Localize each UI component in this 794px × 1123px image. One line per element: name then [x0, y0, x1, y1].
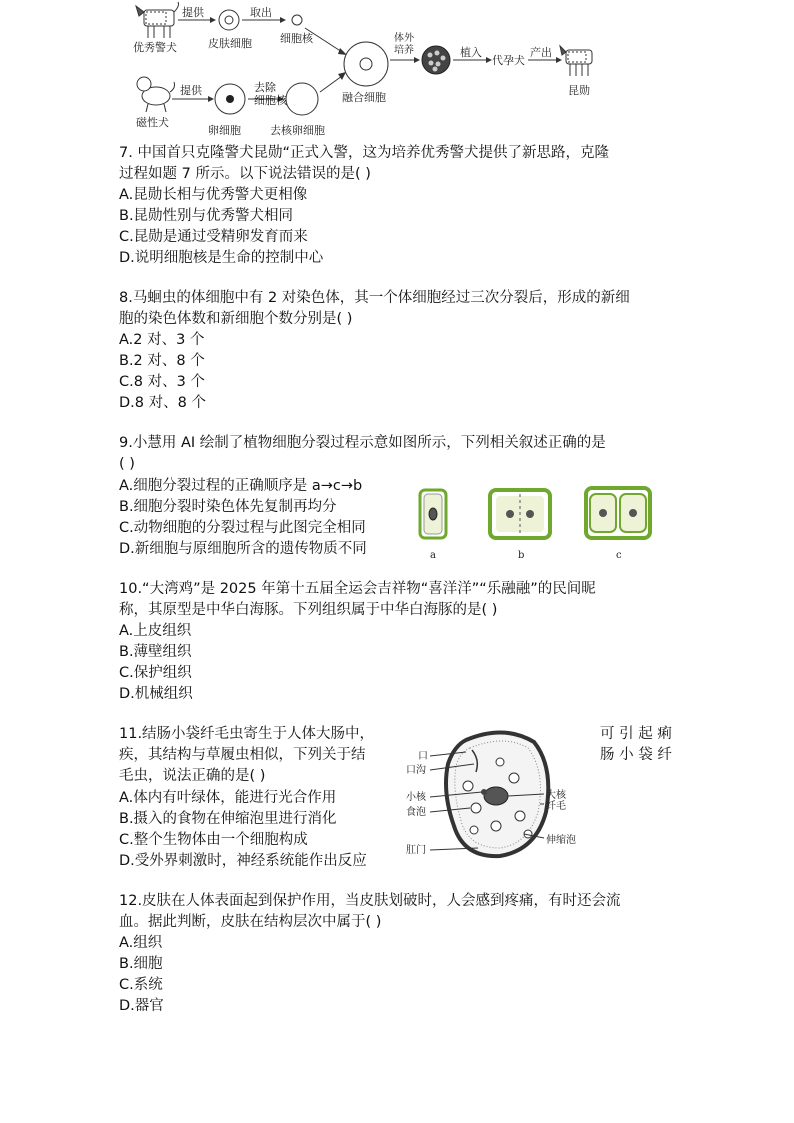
embryo-icon: [422, 46, 450, 74]
q9-option-d[interactable]: D.新细胞与原细胞所含的遗传物质不同: [119, 541, 367, 557]
label-stage-a: a: [430, 550, 436, 561]
q10-option-b[interactable]: B.薄壁组织: [119, 644, 192, 660]
label-take-out: 取出: [250, 6, 272, 19]
label-skin-cell: 皮肤细胞: [208, 37, 252, 50]
q8-stem-line2: 胞的染色体数和新细胞个数分别是( ): [119, 311, 353, 327]
q7-option-c[interactable]: C.昆勋是通过受精卵发育而来: [119, 229, 308, 245]
enucleated-egg-icon: [286, 83, 318, 115]
label-culture-1: 体外: [394, 33, 414, 44]
label-mouth: 口: [418, 751, 428, 762]
q9-option-a[interactable]: A.细胞分裂过程的正确顺序是 a→c→b: [119, 478, 363, 494]
q7-stem-line1: 7. 中国首只克隆警犬昆勋“正式入警，这为培养优秀警犬提供了新思路，克隆: [119, 145, 609, 161]
cloning-diagram: [130, 0, 600, 140]
q11-option-d[interactable]: D.受外界刺激时，神经系统能作出反应: [119, 853, 367, 869]
label-egg: 卵细胞: [208, 124, 241, 137]
label-give2: 提供: [180, 84, 202, 97]
q12-stem-line1: 12.皮肤在人体表面起到保护作用，当皮肤划破时，人会感到疼痛，有时还会流: [119, 893, 621, 909]
label-stage-c: c: [616, 550, 622, 561]
label-remove: 去除 细胞核: [254, 81, 287, 107]
skin-cell-icon: [219, 10, 239, 30]
q10-option-a[interactable]: A.上皮组织: [119, 623, 192, 639]
q10-stem-line1: 10.“大湾鸡”是 2025 年第十五届全运会吉祥物“喜洋洋”“乐融融”的民间昵: [119, 581, 596, 597]
cell-stage-b: [490, 490, 550, 538]
q10-stem-line2: 称，其原型是中华白海豚。下列组织属于中华白海豚的是( ): [119, 602, 498, 618]
q12-stem-line2: 血。据此判断，皮肤在结构层次中属于( ): [119, 914, 382, 930]
label-dog2: 磁性犬: [136, 116, 169, 129]
q8-option-c[interactable]: C.8 对、3 个: [119, 374, 205, 390]
police-dog-icon: [136, 2, 179, 38]
cell-stage-c: [586, 488, 650, 538]
q8-option-d[interactable]: D.8 对、8 个: [119, 395, 206, 411]
q11-option-c[interactable]: C.整个生物体由一个细胞构成: [119, 832, 308, 848]
q7-option-b[interactable]: B.昆勋性别与优秀警犬相同: [119, 208, 294, 224]
q9-stem-line2: ( ): [119, 456, 135, 472]
q9-stem-line1: 9.小慧用 AI 绘制了植物细胞分裂过程示意如图所示，下列相关叙述正确的是: [119, 435, 606, 451]
label-mouth-groove: 口沟: [406, 765, 426, 776]
fused-cell-icon: [344, 42, 388, 86]
label-culture-2: 培养: [394, 45, 414, 56]
label-give1: 提供: [182, 6, 204, 19]
q12-option-b[interactable]: B.细胞: [119, 956, 163, 972]
label-macronucleus: 大核: [546, 790, 566, 801]
magnetic-dog-icon: [137, 77, 175, 112]
q7-stem-line2: 过程如题 7 所示。以下说法错误的是( ): [119, 166, 371, 182]
label-stage-b: b: [518, 550, 525, 561]
q11-stem-line2a: 疾，其结构与草履虫相似，下列关于结: [119, 747, 366, 763]
label-fused: 融合细胞: [342, 91, 386, 104]
label-kunxun: 昆勋: [568, 84, 590, 97]
q10-option-c[interactable]: C.保护组织: [119, 665, 192, 681]
q11-option-a[interactable]: A.体内有叶绿体，能进行光合作用: [119, 790, 337, 806]
label-implant: 植入: [460, 46, 482, 59]
q7-option-a[interactable]: A.昆勋长相与优秀警犬更相像: [119, 187, 308, 203]
q12-option-a[interactable]: A.组织: [119, 935, 163, 951]
q8-option-a[interactable]: A.2 对、3 个: [119, 332, 205, 348]
q12-option-c[interactable]: C.系统: [119, 977, 163, 993]
label-cilia: 纤毛: [546, 801, 566, 812]
q8-option-b[interactable]: B.2 对、8 个: [119, 353, 205, 369]
q12-option-d[interactable]: D.器官: [119, 998, 164, 1014]
label-food-vacuole: 食泡: [406, 807, 426, 818]
q9-option-b[interactable]: B.细胞分裂时染色体先复制再均分: [119, 499, 337, 515]
label-anus: 肛门: [406, 845, 426, 856]
q10-option-d[interactable]: D.机械组织: [119, 686, 193, 702]
cell-division-figure: [412, 484, 662, 564]
q11-stem-line2b: 肠 小 袋 纤: [600, 747, 672, 763]
q11-stem-line3: 毛虫，说法正确的是( ): [119, 768, 266, 784]
q11-option-b[interactable]: B.摄入的食物在伸缩泡里进行消化: [119, 811, 337, 827]
cell-stage-a: [420, 490, 446, 538]
nucleus-icon: [292, 15, 302, 25]
label-nucleus: 细胞核: [280, 32, 313, 45]
label-surrogate: 代孕犬: [492, 54, 525, 67]
label-enucleated: 去核卵细胞: [270, 124, 325, 137]
label-contractile-vacuole: 伸缩泡: [546, 835, 576, 846]
q9-option-c[interactable]: C.动物细胞的分裂过程与此图完全相同: [119, 520, 366, 536]
label-dog1: 优秀警犬: [133, 41, 177, 54]
q8-stem-line1: 8.马蛔虫的体细胞中有 2 对染色体，其一个体细胞经过三次分裂后，形成的新细: [119, 290, 630, 306]
q7-option-d[interactable]: D.说明细胞核是生命的控制中心: [119, 250, 324, 266]
cloned-dog-icon: [560, 46, 592, 76]
q11-stem-line1b: 可 引 起 痢: [600, 726, 672, 742]
egg-cell-icon: [215, 84, 245, 114]
q11-stem-line1a: 11.结肠小袋纤毛虫寄生于人体大肠中，: [119, 726, 375, 742]
label-produce: 产出: [530, 46, 552, 59]
label-micronucleus: 小核: [406, 792, 426, 803]
balantidium-figure: [404, 722, 594, 867]
